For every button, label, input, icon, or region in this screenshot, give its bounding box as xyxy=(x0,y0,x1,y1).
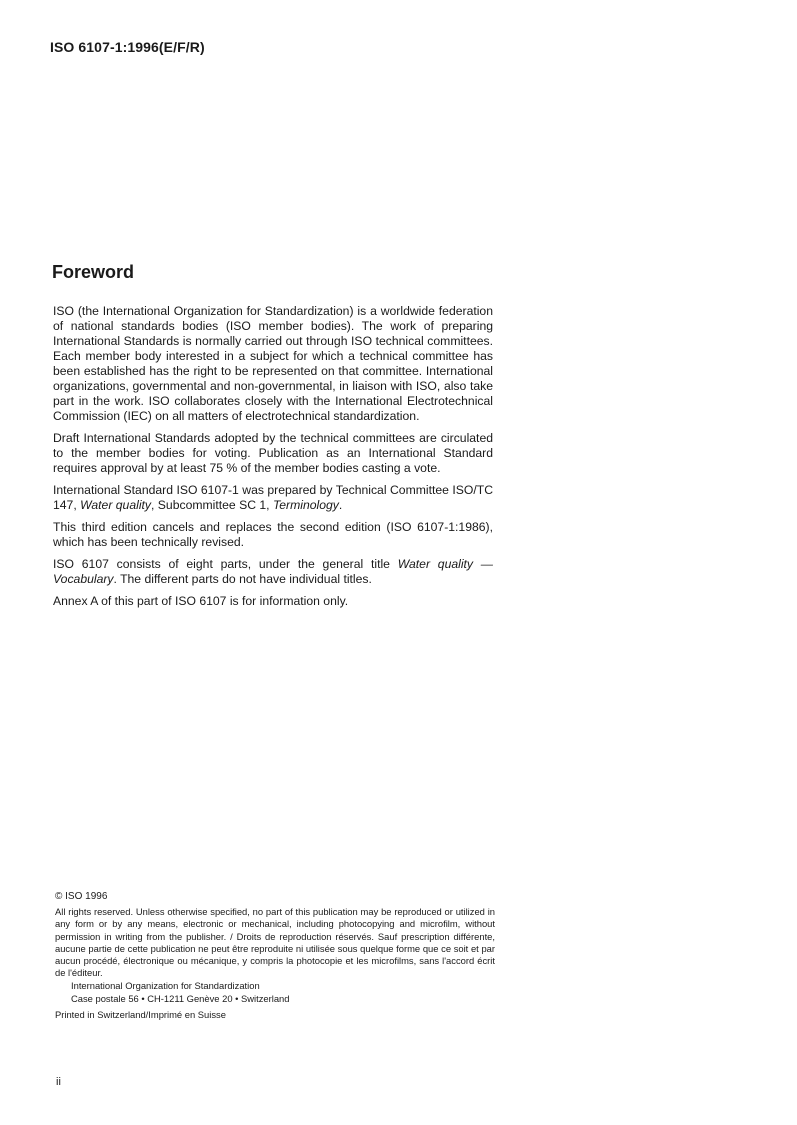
preparation-text-3: . xyxy=(338,498,343,512)
subcommittee-name: Terminology xyxy=(272,498,339,512)
paragraph-iso-intro: ISO (the International Organization for Standardization) is a worldwide federation of national standards bodies (ISO member bodies). The work of preparing International Standards is normally carried out through ISO technical committees. Each member body interested in a subject for which a technical committee has been established has the right to be represented on that committee. International organizations, governmental and non-governmental, in liaison with ISO, also take part in the work. ISO collaborates closely with the International Electrotechnical Commission (IEC) on all matters of electrotechnical standardization. xyxy=(53,304,493,423)
copyright-line: © ISO 1996 xyxy=(55,891,108,902)
document-id: ISO 6107-1:1996(E/F/R) xyxy=(50,39,205,55)
organization-name: International Organization for Standardization xyxy=(71,980,260,992)
preparation-text: International Standard ISO 6107-1 was prepared by Technical Committee ISO/TC 147, xyxy=(53,483,493,512)
organization-address: Case postale 56 • CH-1211 Genève 20 • Switzerland xyxy=(71,992,290,1004)
paragraph-annex: Annex A of this part of ISO 6107 is for information only. xyxy=(53,594,349,608)
page-number: ii xyxy=(56,1076,61,1088)
committee-name: Water quality xyxy=(80,498,152,512)
paragraph-draft-standards: Draft International Standards adopted by the technical committees are circulated to the member bodies for voting. Publication as an International Standard requires approval by at least 75 % of the member bodies casting a vote. xyxy=(53,431,493,475)
parts-text: ISO 6107 consists of eight parts, under the general title xyxy=(53,557,398,571)
parts-text-2: . The different parts do not have individual titles. xyxy=(113,572,372,586)
general-title: Water quality — Vocabulary xyxy=(53,557,493,586)
foreword-body xyxy=(53,304,493,616)
rights-statement: All rights reserved. Unless otherwise specified, no part of this publication may be reproduced or utilized in any form or by any means, electronic or mechanical, including photocopying and microfilm, without permission in writing from the publisher. / Droits de reproduction réservés. Sauf prescription différente, aucune partie de cette publication ne peut être reproduite ni utilisée sous quelque forme que ce soit et par aucun procédé, électronique ou mécanique, y compris la photocopie et les microfilms, sans l'accord écrit de l'éditeur. xyxy=(55,906,495,979)
paragraph-parts xyxy=(53,557,493,587)
copyright-block xyxy=(55,891,495,1021)
preparation-text-2: , Subcommittee SC 1, xyxy=(151,498,273,512)
printed-in: Printed in Switzerland/Imprimé en Suisse xyxy=(55,1008,226,1020)
paragraph-edition: This third edition cancels and replaces the second edition (ISO 6107-1:1986), which has been technically revised. xyxy=(53,520,493,549)
paragraph-preparation xyxy=(53,483,493,513)
foreword-title: Foreword xyxy=(52,262,135,282)
